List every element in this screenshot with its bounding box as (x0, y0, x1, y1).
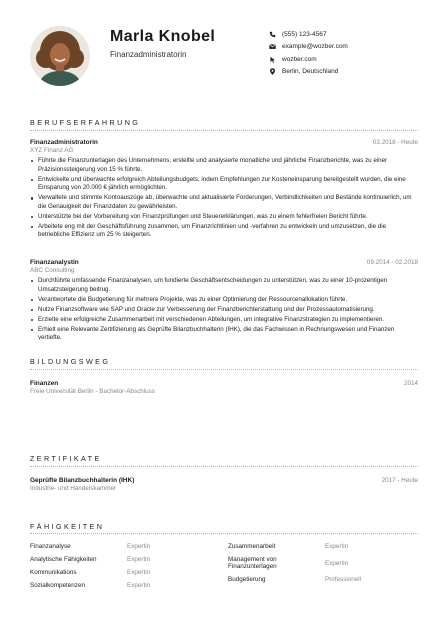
avatar (30, 26, 90, 86)
certificate-issuer: Industrie- und Handelskammer (30, 485, 117, 492)
email-icon (268, 43, 276, 51)
achievement-item: Arbeitete eng mit der Geschäftsführung zusammen, um Finanzrichtlinien und -verfahren zu entwickeln und umzusetzen, die die betriebliche Effizienz um 25 % steigerten. (30, 223, 418, 240)
person-title: Finanzadministratorin (110, 50, 187, 59)
skill-item (228, 543, 418, 556)
resume-header (30, 26, 422, 92)
experience-entry (30, 259, 418, 344)
contact-location-text: Berlin, Deutschland (282, 68, 339, 76)
skill-item (30, 543, 220, 556)
achievement-item: Unterstützte bei der Vorbereitung von Finanzprüfungen und Steuererklärungen, was zu einem fehlerfreien Bericht führte. (30, 213, 418, 222)
contact-list (268, 28, 428, 78)
section-divider (30, 466, 418, 467)
certificate-entry (30, 477, 418, 492)
degree-field: Finanzen (30, 380, 59, 387)
job-date: 03.2018 - Heute (372, 139, 418, 146)
skill-level: Expertin (127, 582, 151, 589)
skill-name: Sozialkompetenzen (30, 582, 85, 589)
skill-name: Analytische Fähigkeiten (30, 556, 97, 563)
skill-name: Zusammenarbeit (228, 543, 276, 550)
skill-item (30, 582, 220, 595)
skill-level: Expertin (127, 569, 151, 576)
education-entry (30, 380, 418, 395)
skills-column-left (30, 543, 220, 595)
skill-level: Expertin (127, 543, 151, 550)
achievement-item: Durchführte umfassende Finanzanalysen, um fundierte Geschäftsentscheidungen zu unterstützen, was zu einer 10-prozentigen Umsatzsteigerung beitrug. (30, 277, 418, 294)
skill-item (228, 556, 418, 576)
job-title: Finanzadministratorin (30, 139, 98, 146)
achievement-item: Entwickelte und überwachte erfolgreich Abteilungsbudgets, indem Empfehlungen zur Kosteneinsparung bereitgestellt wurden, die eine Einsparung von 20.000 € jährlich ermöglichten. (30, 176, 418, 193)
section-divider (30, 533, 418, 534)
contact-phone-text: (555) 123-4567 (282, 30, 327, 38)
contact-email (268, 41, 428, 54)
contact-location (268, 66, 428, 79)
location-icon (268, 68, 276, 76)
contact-website (268, 53, 428, 66)
section-title-skills: FÄHIGKEITEN (30, 522, 105, 531)
skill-item (30, 556, 220, 569)
section-title-certificates: ZERTIFIKATE (30, 454, 102, 463)
website-icon (268, 55, 276, 63)
section-divider (30, 369, 418, 370)
phone-icon (268, 30, 276, 38)
certificate-title: Geprüfte Bilanzbuchhalterin (IHK) (30, 477, 135, 484)
skill-item (30, 569, 220, 582)
achievement-item: Nutze Finanzsoftware wie SAP und Oracle zur Verbesserung der Finanzberichterstattung und der Prozessautomatisierung. (30, 306, 418, 315)
achievement-item: Verantwortete die Budgetierung für mehrere Projekte, was zu einer Optimierung der Ressourcenallokation führte. (30, 296, 418, 305)
skill-name: Management von Finanzunterlagen (228, 556, 277, 571)
skill-name: Kommunikations (30, 569, 77, 576)
certificate-date: 2017 - Heute (381, 477, 418, 484)
achievement-item: Erhielt eine Relevante Zertifizierung als Geprüfte Bilanzbuchhalterin (IHK), die das Fachwissen in Rechnungswesen und Finanzen vertiefte. (30, 326, 418, 343)
achievement-item: Verwaltete und stimmte Kontoauszüge ab, überwachte und aktualisierte Forderungen, Verbindlichkeiten und Bestände kontinuierlich, um die Genauigkeit der Finanzdaten zu gewährleisten. (30, 194, 418, 211)
section-title-experience: BERUFSERFAHRUNG (30, 118, 141, 127)
achievement-item: Führte die Finanzunterlagen des Unternehmens, erstellte und analysierte monatliche und jährliche Finanzberichte, was zu einer Präzisionssteigerung von 15 % führte. (30, 157, 418, 174)
job-title: Finanzanalystin (30, 259, 79, 266)
contact-phone (268, 28, 428, 41)
company-name: ABC Consulting (30, 267, 75, 274)
section-title-education: BILDUNGSWEG (30, 357, 111, 366)
contact-website-text: wozber.com (282, 55, 317, 63)
experience-entry (30, 139, 418, 241)
job-date: 09.2014 - 02.2018 (366, 259, 418, 266)
section-divider (30, 130, 418, 131)
achievement-item: Erzielte eine erfolgreiche Zusammenarbeit mit verschiedenen Abteilungen, um integrative Finanzstrategien zu implementieren. (30, 316, 418, 325)
skills-column-right (228, 543, 418, 589)
person-name: Marla Knobel (110, 28, 216, 45)
school-name: Freie Universität Berlin - Bachelor-Abschluss (30, 388, 155, 395)
skill-name: Finanzanalyse (30, 543, 71, 550)
skill-level: Expertin (325, 560, 349, 567)
achievement-list (30, 277, 418, 343)
skill-name: Budgetierung (228, 576, 266, 583)
contact-email-text: example@wozber.com (282, 43, 348, 51)
skill-level: Professionell (325, 576, 362, 583)
skill-level: Expertin (127, 556, 151, 563)
skill-level: Expertin (325, 543, 349, 550)
company-name: XYZ Finanz AG (30, 147, 74, 154)
education-date: 2014 (403, 380, 418, 387)
achievement-list (30, 157, 418, 240)
skill-item (228, 576, 418, 589)
